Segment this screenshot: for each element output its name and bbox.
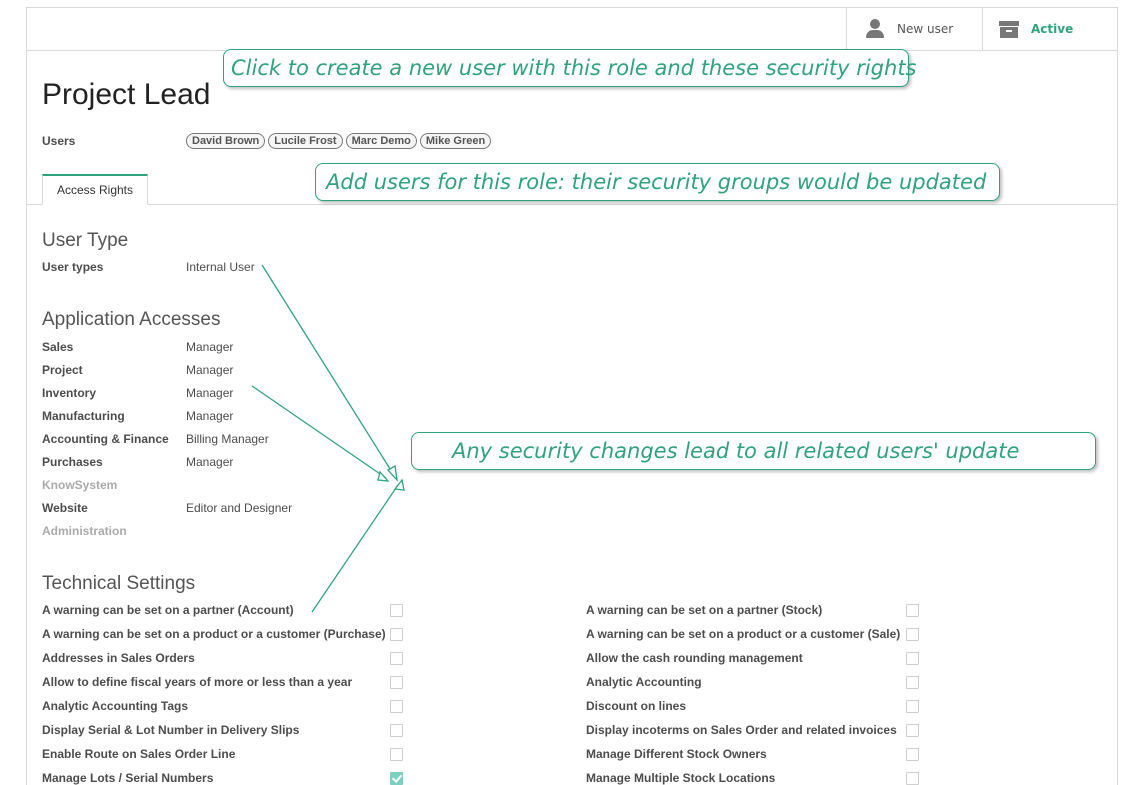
new-user-label: New user bbox=[897, 22, 954, 36]
active-label: Active bbox=[1031, 22, 1074, 36]
app-access-label: Website bbox=[42, 501, 88, 515]
technical-setting-label: Analytic Accounting bbox=[586, 675, 702, 689]
technical-setting-label: A warning can be set on a product or a customer (Sale) bbox=[586, 627, 901, 641]
callout-security-changes: Any security changes lead to all related users' update bbox=[411, 432, 1096, 470]
app-access-select[interactable]: Billing Manager bbox=[186, 432, 269, 446]
user-tag[interactable]: Lucile Frost bbox=[268, 133, 342, 149]
technical-setting-label: Enable Route on Sales Order Line bbox=[42, 747, 236, 761]
user-tag[interactable]: David Brown bbox=[186, 133, 265, 149]
section-application-accesses: Application Accesses bbox=[42, 309, 221, 330]
users-field-label: Users bbox=[42, 134, 76, 148]
app-access-label: Purchases bbox=[42, 455, 103, 469]
technical-setting-label: Allow the cash rounding management bbox=[586, 651, 803, 665]
technical-setting-label: Allow to define fiscal years of more or less than a year bbox=[42, 675, 353, 689]
user-types-label: User types bbox=[42, 260, 104, 274]
technical-setting-label: A warning can be set on a product or a customer (Purchase) bbox=[42, 627, 386, 641]
technical-setting-label: A warning can be set on a partner (Account) bbox=[42, 603, 294, 617]
technical-setting-label: Manage Lots / Serial Numbers bbox=[42, 771, 214, 785]
app-access-label: Inventory bbox=[42, 386, 97, 400]
technical-setting-label: Discount on lines bbox=[586, 699, 687, 713]
section-user-type: User Type bbox=[42, 230, 129, 251]
app-access-label: Manufacturing bbox=[42, 409, 125, 423]
technical-setting-label: Display Serial & Lot Number in Delivery Slips bbox=[42, 723, 300, 737]
app-access-label: Administration bbox=[42, 524, 127, 538]
tab-access-rights[interactable]: Access Rights bbox=[42, 174, 148, 205]
technical-setting-label: Manage Different Stock Owners bbox=[586, 747, 767, 761]
app-access-select[interactable]: Manager bbox=[186, 455, 234, 469]
app-access-select[interactable]: Manager bbox=[186, 340, 234, 354]
app-access-label: KnowSystem bbox=[42, 478, 118, 492]
page-title: Project Lead bbox=[42, 78, 211, 111]
app-access-label: Sales bbox=[42, 340, 74, 354]
app-access-select[interactable]: Editor and Designer bbox=[186, 501, 293, 515]
technical-setting-label: Addresses in Sales Orders bbox=[42, 651, 195, 665]
callout-add-users: Add users for this role: their security groups would be updated bbox=[315, 163, 1000, 201]
user-tag[interactable]: Mike Green bbox=[420, 133, 491, 149]
callout-new-user: Click to create a new user with this role and these security rights bbox=[223, 49, 909, 87]
section-technical-settings: Technical Settings bbox=[42, 573, 196, 594]
app-access-label: Project bbox=[42, 363, 83, 377]
user-types-select[interactable]: Internal User bbox=[186, 260, 255, 274]
technical-setting-label: Manage Multiple Stock Locations bbox=[586, 771, 776, 785]
app-access-select[interactable]: Manager bbox=[186, 409, 234, 423]
user-tag[interactable]: Marc Demo bbox=[346, 133, 417, 149]
app-access-select[interactable]: Manager bbox=[186, 386, 234, 400]
app-access-select[interactable]: Manager bbox=[186, 363, 234, 377]
technical-setting-label: A warning can be set on a partner (Stock) bbox=[586, 603, 823, 617]
app-access-label: Accounting & Finance bbox=[42, 432, 169, 446]
technical-setting-label: Display incoterms on Sales Order and related invoices bbox=[586, 723, 897, 737]
technical-setting-label: Analytic Accounting Tags bbox=[42, 699, 189, 713]
